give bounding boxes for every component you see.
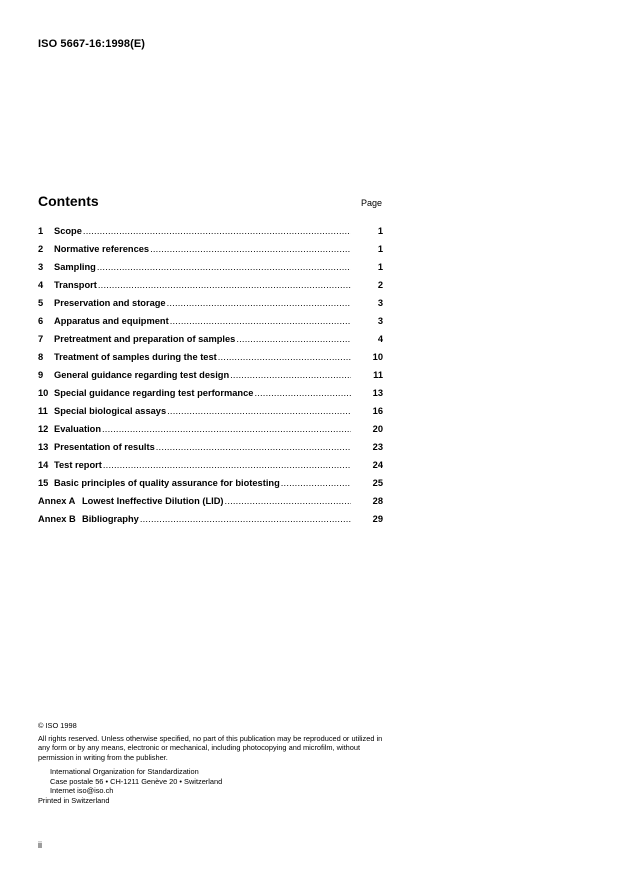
toc-entry-page: 1 (377, 262, 383, 272)
toc-entry-number: 9 (38, 370, 44, 380)
toc-entry-page: 20 (372, 424, 383, 434)
toc-entry-number: 11 (38, 406, 48, 416)
toc-entry-number: 10 (38, 388, 49, 398)
dot-leader (150, 244, 351, 254)
toc-entry-title: Presentation of results (54, 442, 155, 452)
toc-entry-sampling[interactable] (38, 262, 383, 280)
toc-entry-number: 4 (38, 280, 44, 290)
toc-entry-page: 11 (373, 370, 383, 380)
toc-entry-number: 7 (38, 334, 44, 344)
toc-entry-page: 3 (377, 298, 383, 308)
dot-leader (230, 370, 351, 380)
toc-entry-treatment[interactable] (38, 352, 383, 370)
toc-entry-title: Preservation and storage (54, 298, 166, 308)
toc-entry-title: Evaluation (54, 424, 102, 434)
toc-entry-number: Annex B (38, 514, 76, 524)
toc-entry-page: 16 (372, 406, 383, 416)
toc-entry-normative-references[interactable] (38, 244, 383, 262)
toc-entry-title: Pretreatment and preparation of samples (54, 334, 236, 344)
dot-leader (254, 388, 351, 398)
toc-entry-title: Bibliography (82, 514, 139, 524)
toc-entry-title: Special guidance regarding test performance (54, 388, 254, 398)
toc-entry-page: 13 (372, 388, 383, 398)
rights-statement: All rights reserved. Unless otherwise specified, no part of this publication may be reproduced or utilized in any form or by any means, electronic or mechanical, including photocopying and microfilm, without permission in writing from the publisher. (38, 733, 383, 763)
dot-leader (236, 334, 351, 344)
toc-entry-preservation[interactable] (38, 298, 383, 316)
organization-name: International Organization for Standardization (50, 766, 199, 776)
copyright-line: © ISO 1998 (38, 721, 77, 730)
dot-leader (98, 280, 351, 290)
dot-leader (97, 262, 351, 272)
toc-entry-test-design[interactable] (38, 370, 383, 388)
toc-entry-test-performance[interactable] (38, 388, 383, 406)
toc-entry-page: 3 (377, 316, 383, 326)
toc-entry-title: General guidance regarding test design (54, 370, 230, 380)
contents-heading: Contents (38, 193, 99, 209)
toc-entry-quality-assurance[interactable] (38, 478, 383, 496)
document-id: ISO 5667-16:1998(E) (38, 38, 146, 50)
toc-entry-biological-assays[interactable] (38, 406, 383, 424)
toc-entry-title: Basic principles of quality assurance for biotesting (54, 478, 280, 488)
toc-entry-title: Test report (54, 460, 102, 470)
dot-leader (167, 406, 351, 416)
dot-leader (218, 352, 351, 362)
toc-entry-number: 8 (38, 352, 44, 362)
dot-leader (140, 514, 351, 524)
toc-entry-evaluation[interactable] (38, 424, 383, 442)
toc-entry-number: 2 (38, 244, 44, 254)
toc-entry-number: 12 (38, 424, 49, 434)
dot-leader (83, 226, 351, 236)
toc-entry-title: Treatment of samples during the test (54, 352, 217, 362)
toc-entry-pretreatment[interactable] (38, 334, 383, 352)
toc-entry-page: 4 (377, 334, 383, 344)
organization-address: Case postale 56 • CH-1211 Genève 20 • Switzerland (50, 776, 223, 786)
toc-entry-title: Lowest Ineffective Dilution (LID) (82, 496, 224, 506)
page-number: ii (38, 840, 42, 850)
page-column-label: Page (361, 198, 383, 208)
toc-entry-number: 1 (38, 226, 44, 236)
toc-entry-title: Apparatus and equipment (54, 316, 169, 326)
toc-entry-annex-b[interactable] (38, 514, 383, 532)
dot-leader (225, 496, 351, 506)
toc-entry-page: 28 (372, 496, 383, 506)
copyright-notice (38, 721, 388, 806)
toc-entry-number: 15 (38, 478, 49, 488)
toc-entry-page: 29 (372, 514, 383, 524)
toc-entry-annex-a[interactable] (38, 496, 383, 514)
dot-leader (102, 424, 351, 434)
toc-entry-number: 13 (38, 442, 49, 452)
table-of-contents (38, 226, 383, 532)
toc-entry-page: 1 (377, 244, 383, 254)
toc-entry-title: Special biological assays (54, 406, 167, 416)
toc-entry-page: 25 (372, 478, 383, 488)
dot-leader (103, 460, 351, 470)
toc-entry-title: Transport (54, 280, 97, 290)
toc-entry-page: 24 (372, 460, 383, 470)
toc-entry-test-report[interactable] (38, 460, 383, 478)
toc-entry-number: 3 (38, 262, 44, 272)
dot-leader (167, 298, 351, 308)
toc-entry-transport[interactable] (38, 280, 383, 298)
toc-entry-presentation[interactable] (38, 442, 383, 460)
toc-entry-number: 14 (38, 460, 49, 470)
toc-entry-number: 6 (38, 316, 44, 326)
toc-entry-title: Scope (54, 226, 82, 236)
toc-entry-page: 2 (377, 280, 383, 290)
toc-entry-title: Sampling (54, 262, 96, 272)
printed-location: Printed in Switzerland (38, 795, 110, 805)
toc-entry-apparatus[interactable] (38, 316, 383, 334)
dot-leader (170, 316, 351, 326)
dot-leader (281, 478, 351, 488)
toc-entry-page: 1 (377, 226, 383, 236)
toc-entry-title: Normative references (54, 244, 150, 254)
toc-entry-number: 5 (38, 298, 44, 308)
toc-entry-page: 10 (372, 352, 383, 362)
toc-entry-number: Annex A (38, 496, 76, 506)
toc-entry-scope[interactable] (38, 226, 383, 244)
dot-leader (156, 442, 351, 452)
organization-internet: Internet iso@iso.ch (50, 786, 114, 796)
toc-entry-page: 23 (372, 442, 383, 452)
